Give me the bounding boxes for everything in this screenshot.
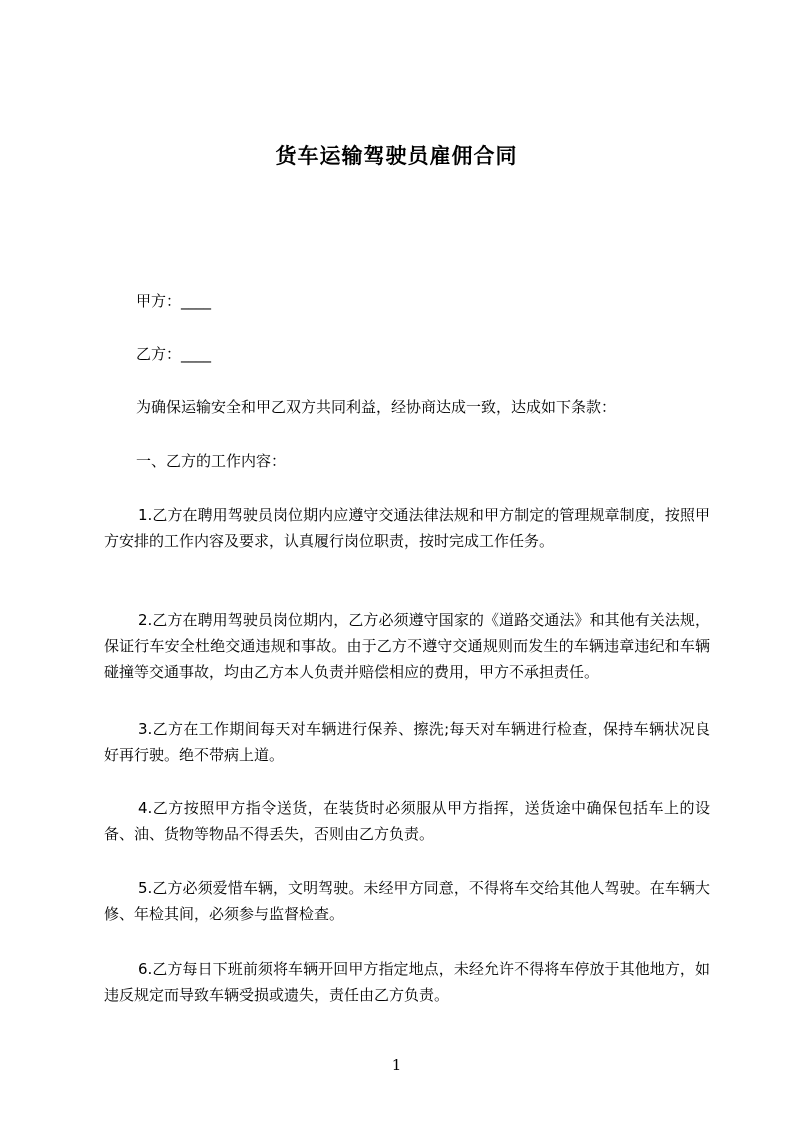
clause-paragraph: 2.乙方在聘用驾驶员岗位期内，乙方必须遵守国家的《道路交通法》和其他有关法规，保证行车安全杜绝交通违规和事故。由于乙方不遵守交通规则而发生的车辆违章违纪和车辆碰撞等交通事故，均由乙方本人负责并赔偿相应的费用，甲方不承担责任。: [104, 611, 710, 681]
party-a-line: 甲方：____: [136, 292, 212, 310]
clause-paragraph: 3.乙方在工作期间每天对车辆进行保养、擦洗;每天对车辆进行检查，保持车辆状况良好再行驶。绝不带病上道。: [104, 720, 710, 764]
clause-paragraph: 5.乙方必须爱惜车辆，文明驾驶。未经甲方同意，不得将车交给其他人驾驶。在车辆大修、年检其间，必须参与监督检查。: [104, 879, 710, 923]
clause-paragraph: 6.乙方每日下班前须将车辆开回甲方指定地点，未经允许不得将车停放于其他地方，如违反规定而导致车辆受损或遗失，责任由乙方负责。: [104, 960, 710, 1004]
page-number: 1: [391, 1056, 402, 1074]
party-b-line: 乙方：____: [136, 345, 212, 363]
intro-paragraph: 为确保运输安全和甲乙双方共同利益，经协商达成一致，达成如下条款：: [136, 398, 617, 416]
clause-paragraph: 4.乙方按照甲方指令送货，在装货时必须服从甲方指挥，送货途中确保包括车上的设备、油、货物等物品不得丢失，否则由乙方负责。: [104, 799, 710, 843]
clause-paragraph: 1.乙方在聘用驾驶员岗位期内应遵守交通法律法规和甲方制定的管理规章制度，按照甲方安排的工作内容及要求，认真履行岗位职责，按时完成工作任务。: [104, 506, 710, 550]
section-heading: 一、乙方的工作内容：: [136, 452, 287, 470]
document-title: 货车运输驾驶员雇佣合同: [275, 144, 518, 168]
